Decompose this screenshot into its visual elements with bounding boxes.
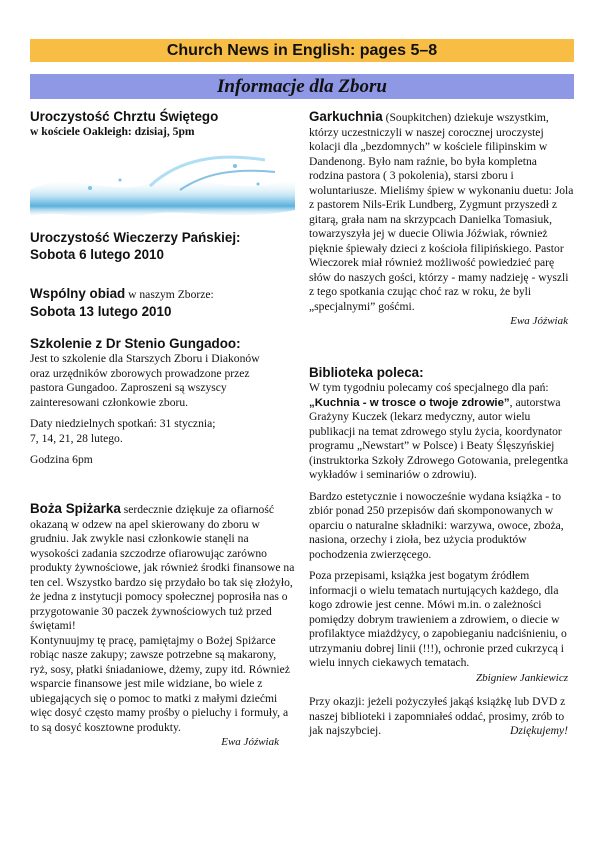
soupkitchen-title: Garkuchnia — [309, 109, 383, 124]
lords-supper-notice — [30, 229, 295, 263]
library-notice — [309, 364, 574, 739]
soupkitchen-notice — [309, 108, 574, 329]
soupkitchen-body: (Soupkitchen) dziekuje wszystkim, którzy uczestniczyli w naszej corocznej uroczystej kolacji dla „bezdomnych” w kościele filipinskim w Dandenong. Było nam raźnie, bo była kompletna rodzina pastora ( 3 pokolenia), starsi zboru i woluntariusze. Mieliśmy śpiew w wykonaniu duetu: Jola z pastorem Nils-Erik Lundberg, Zygmunt przyszedł z gitarą, grała nam na skrzypcach Danielka Tomasiuk, towarzyszyła jej w duecie Oliwia Jóźwiak, również pięknie śpiewały dzieci z kościoła filipińskiego. Pastor Wieczorek miał również możliwość powiedzieć parę słów do naszych gości, którzy - mamy nadzieję - wyszli z tego spotkania czując choć raz w roku, że byli „specjalnymi” gośćmi. — [309, 111, 574, 313]
training-dates-2: 7, 14, 21, 28 lutego. — [30, 431, 123, 445]
lords-supper-title: Uroczystość Wieczerzy Pańskiej: — [30, 230, 241, 245]
library-thanks: Dziękujemy! — [510, 724, 568, 737]
pantry-signature: Ewa Jóźwiak — [221, 736, 279, 748]
lunch-notice — [30, 285, 295, 320]
training-notice — [30, 335, 295, 468]
pantry-title: Boża Spiżarka — [30, 501, 121, 516]
pantry-notice — [30, 500, 295, 750]
left-column — [30, 102, 295, 802]
training-dates-1: Daty niedzielnych spotkań: 31 stycznia; — [30, 417, 216, 430]
water-splash-image — [30, 128, 295, 228]
right-column — [309, 102, 574, 802]
pantry-body-2: Kontynuujmy tę pracę, pamiętajmy o Bożej Spiżarce robiąc nasze zakupy; zawsze potrzebne są makarony, ryż, sosy, płatki śniadaniowe, dżemy, zupy itd. Również wsparcie finansowe jest mile widziane, bo wiele z ubiegających się o pomoc to matki z małymi dziećmi więc dosyć często mamy prośby o pieluchy i formuły, a to są dosyć kosztowne produkty. — [30, 633, 290, 734]
lords-supper-date: Sobota 6 lutego 2010 — [30, 247, 164, 262]
library-body-2: Bardzo estetycznie i nowocześnie wydana książka - to zbiór ponad 250 przepisów dań skomponowanych w oparciu o naturalne składniki: warzywa, owoce, zboża, nasiona, orzechy i zioła, bez użycia produktów pochodzenia zwierzęcego. — [309, 489, 564, 561]
lunch-title: Wspólny obiad — [30, 286, 126, 301]
training-body: Jest to szkolenie dla Starszych Zboru i Diakonów oraz urzędników zborowych prowadzone przez pastora Gungadoo. Zaproszeni są wszyscy zainteresowani członkowie zboru. — [30, 352, 260, 409]
library-title: Biblioteka poleca: — [309, 365, 424, 380]
library-body-4: Przy okazji: jeżeli pożyczyłeś jakąś książkę lub DVD z naszej biblioteki i zapomniałeś oddać, prosimy, zrób to jak najszybciej. — [309, 695, 566, 737]
english-news-banner: Church News in English: pages 5–8 — [30, 39, 574, 62]
pantry-body-1: serdecznie dziękuje za ofiarność okazaną w odzew na apel skierowany do zboru w grudniu. Jak zwykle nasi członkowie stanęli na wysokości zadania szczodrze ofiarowując zarówno produkty żywnościowe, jak również środki finansowe na ten cel. Wszystko bardzo się przydało bo tak się złożyło, że jedna z instytucji pomocy społecznej poprosiła nas o przygotowanie 30 paczek żywnościowych tuż przed świętami! — [30, 503, 295, 632]
lunch-date: Sobota 13 lutego 2010 — [30, 303, 172, 319]
library-signature: Zbigniew Jankiewicz — [476, 671, 568, 684]
training-title: Szkolenie z Dr Stenio Gungadoo: — [30, 336, 241, 351]
training-time: Godzina 6pm — [30, 453, 93, 466]
lunch-suffix: w naszym Zborze: — [125, 288, 214, 301]
soupkitchen-signature: Ewa Jóźwiak — [510, 315, 568, 327]
baptism-title: Uroczystość Chrztu Świętego — [30, 109, 219, 124]
library-book-title: „Kuchnia - w trosce o twoje zdrowie” — [309, 396, 510, 409]
library-body-1b: , autorstwa Grażyny Kuczek (lekarz medyczny, autor wielu publikacji na temat zdrowego stylu życia, koordynator programu „Newstart” w Polsce) i Beaty Ślęszyńskiej (instruktorka Szkoły Zdrowego Gotowania, prelegentka wykładów i seminariów o zdrowiu). — [309, 395, 569, 481]
section-title-banner: Informacje dla Zboru — [30, 74, 574, 99]
library-body-3: Poza przepisami, książka jest bogatym źródłem informacji o wielu tematach nurtujących każdego, dla kogo zdrowie jest cenne. Mówi m.in. o zależności pomiędzy dobrym trawieniem a zdrowiem, o diecie w profilaktyce miażdżycy, o zapobieganiu nadciśnieniu, o utrzymaniu dobrej linii (!!!), ochronie przed cukrzycą i wielu innych ciekawych tematach. — [309, 569, 567, 669]
library-body-1a: W tym tygodniu polecamy coś specjalnego dla pań: — [309, 381, 549, 394]
baptism-line: w kościele Oakleigh: dzisiaj, 5pm — [30, 125, 195, 138]
